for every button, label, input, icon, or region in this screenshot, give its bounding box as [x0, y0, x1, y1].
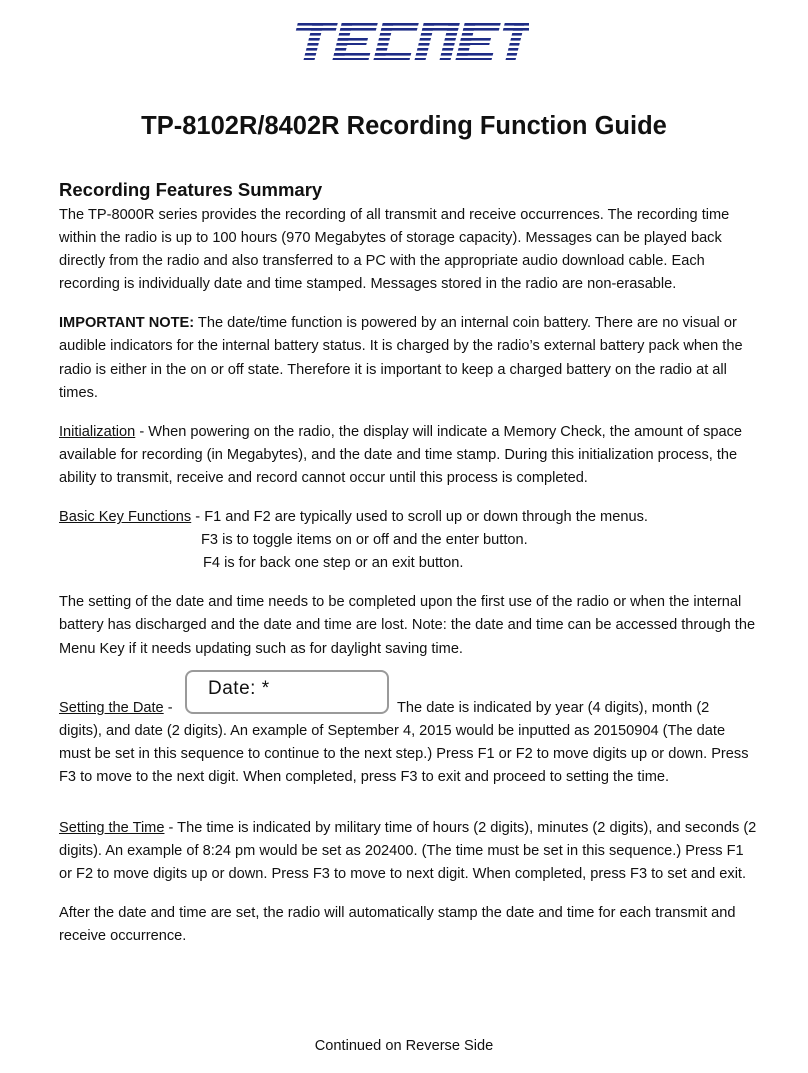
initialization-paragraph	[59, 421, 759, 490]
after-set-paragraph: After the date and time are set, the radio will automatically stamp the date and time for each transmit and receive occurrence.	[59, 905, 736, 945]
setting-date-first-line	[59, 677, 759, 720]
initialization-text: - When powering on the radio, the display will indicate a Memory Check, the amount of space available for recording (in Megabytes), and the date and time stamp. During this initialization process, the ability to transmit, receive and record cannot occur until this process is completed.	[59, 423, 743, 486]
basic-keys-f1-f2: - F1 and F2 are typically used to scroll up or down through the menus.	[191, 509, 648, 526]
setting-date-intro-text: The date is indicated by year (4 digits), month (2	[397, 699, 710, 716]
date-display-text: Date: *	[208, 677, 270, 699]
basic-keys-line-1	[59, 506, 759, 529]
setting-time-paragraph	[59, 817, 759, 886]
page-title: TP-8102R/8402R Recording Function Guide	[141, 112, 667, 140]
important-note-paragraph	[59, 312, 759, 404]
important-note-label: IMPORTANT NOTE:	[59, 315, 195, 332]
basic-keys-label: Basic Key Functions	[59, 509, 192, 526]
tecnet-logo-graphic	[287, 18, 529, 64]
initialization-label: Initialization	[59, 423, 136, 440]
setting-time-text: - The time is indicated by military time of hours (2 digits), minutes (2 digits), and seconds (2 digits). An example of 8:24 pm would be set as 202400. (The time must be set in this sequence.) Press F1 or F2 to move digits up or down. Press F3 to move to next digit. When completed, press F3 to set and exit.	[59, 819, 757, 883]
setting-date-label: Setting the Date	[59, 699, 164, 716]
summary-paragraph: The TP-8000R series provides the recording of all transmit and receive occurrences. The recording time within the radio is up to 100 hours (970 Megabytes of storage capacity). Messages can be played back directly from the radio and also transferred to a PC with the appropriate audio download cable. Each recording is individually date and time stamped. Messages stored in the radio are non-erasable.	[59, 207, 730, 293]
document-body	[59, 176, 759, 948]
setting-date-dash: -	[163, 699, 173, 716]
tecnet-logo	[287, 18, 529, 64]
setting-time-label: Setting the Time	[59, 819, 165, 836]
date-time-intro-paragraph: The setting of the date and time needs to be completed upon the first use of the radio or when the internal battery has discharged and the date and time are lost. Note: the date and time can be accessed through the Menu Key if it needs updating such as for daylight saving time.	[59, 594, 756, 657]
basic-keys-f3: F3 is to toggle items on or off and the enter button.	[201, 532, 528, 549]
setting-date-paragraph: digits), and date (2 digits). An example of September 4, 2015 would be inputted as 20150904 (The date must be set in this sequence to continue to the next step.) Press F1 or F2 to move digits up or down. Press F3 to move to the next digit. When completed, press F3 to exit and proceed to setting the time.	[59, 722, 749, 785]
date-display-image	[185, 670, 389, 714]
important-note-text: The date/time function is powered by an internal coin battery. There are no visual or audible indicators for the internal battery status. It is charged by the radio’s external battery pack when the radio is either in the on or off state. Therefore it is important to keep a charged battery on the radio at all times.	[59, 315, 743, 401]
basic-keys-f4: F4 is for back one step or an exit button.	[203, 555, 464, 572]
summary-heading: Recording Features Summary	[59, 179, 323, 200]
continued-footer: Continued on Reverse Side	[314, 1038, 494, 1054]
